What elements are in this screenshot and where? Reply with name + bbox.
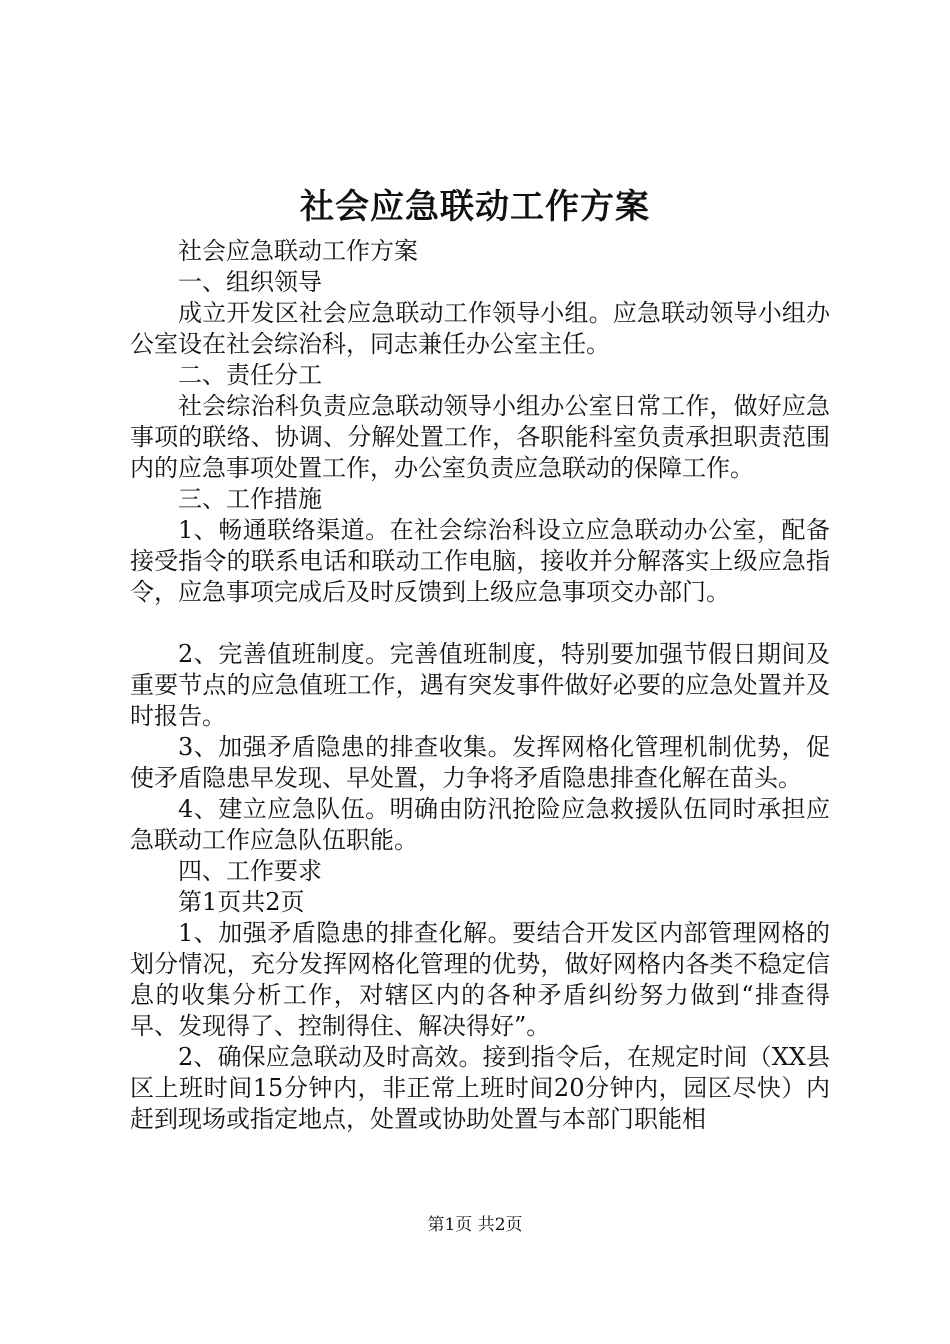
paragraph-measure-3: 3、加强矛盾隐患的排查收集。发挥网格化管理机制优势，促使矛盾隐患早发现、早处置，力争将矛盾隐患排查化解在苗头。 xyxy=(130,733,830,792)
paragraph-requirement-2: 2、确保应急联动及时高效。接到指令后，在规定时间（XX县区上班时间15分钟内，非正常上班时间20分钟内，园区尽快）内赶到现场或指定地点，处置或协助处置与本部门职能相 xyxy=(130,1043,830,1133)
heading-responsibility: 二、责任分工 xyxy=(178,361,322,389)
page-footer: 第1页 共2页 xyxy=(427,1215,523,1235)
heading-requirements: 四、工作要求 xyxy=(178,857,322,885)
paragraph-measure-2: 2、完善值班制度。完善值班制度，特别要加强节假日期间及重要节点的应急值班工作，遇有突发事件做好必要的应急处置并及时报告。 xyxy=(130,640,830,730)
inline-page-marker: 第1页共2页 xyxy=(178,888,305,916)
heading-organization: 一、组织领导 xyxy=(178,268,322,296)
paragraph-measure-4: 4、建立应急队伍。明确由防汛抢险应急救援队伍同时承担应急联动工作应急队伍职能。 xyxy=(130,795,830,854)
document-body xyxy=(130,236,830,1135)
document-title: 社会应急联动工作方案 xyxy=(300,187,650,227)
paragraph-requirement-1: 1、加强矛盾隐患的排查化解。要结合开发区内部管理网格的划分情况，充分发挥网格化管理的优势，做好网格内各类不稳定信息的收集分析工作，对辖区内的各种矛盾纠纷努力做到“排查得早、发现得了、控制得住、解决得好”。 xyxy=(130,919,830,1040)
paragraph-organization: 成立开发区社会应急联动工作领导小组。应急联动领导小组办公室设在社会综治科，同志兼任办公室主任。 xyxy=(130,299,830,358)
paragraph-measure-1: 1、畅通联络渠道。在社会综治科设立应急联动办公室，配备接受指令的联系电话和联动工作电脑，接收并分解落实上级应急指令，应急事项完成后及时反馈到上级应急事项交办部门。 xyxy=(130,516,830,606)
heading-measures: 三、工作措施 xyxy=(178,485,322,513)
paragraph-responsibility: 社会综治科负责应急联动领导小组办公室日常工作，做好应急事项的联络、协调、分解处置工作，各职能科室负责承担职责范围内的应急事项处置工作，办公室负责应急联动的保障工作。 xyxy=(130,392,830,482)
paragraph-subtitle: 社会应急联动工作方案 xyxy=(178,237,418,265)
